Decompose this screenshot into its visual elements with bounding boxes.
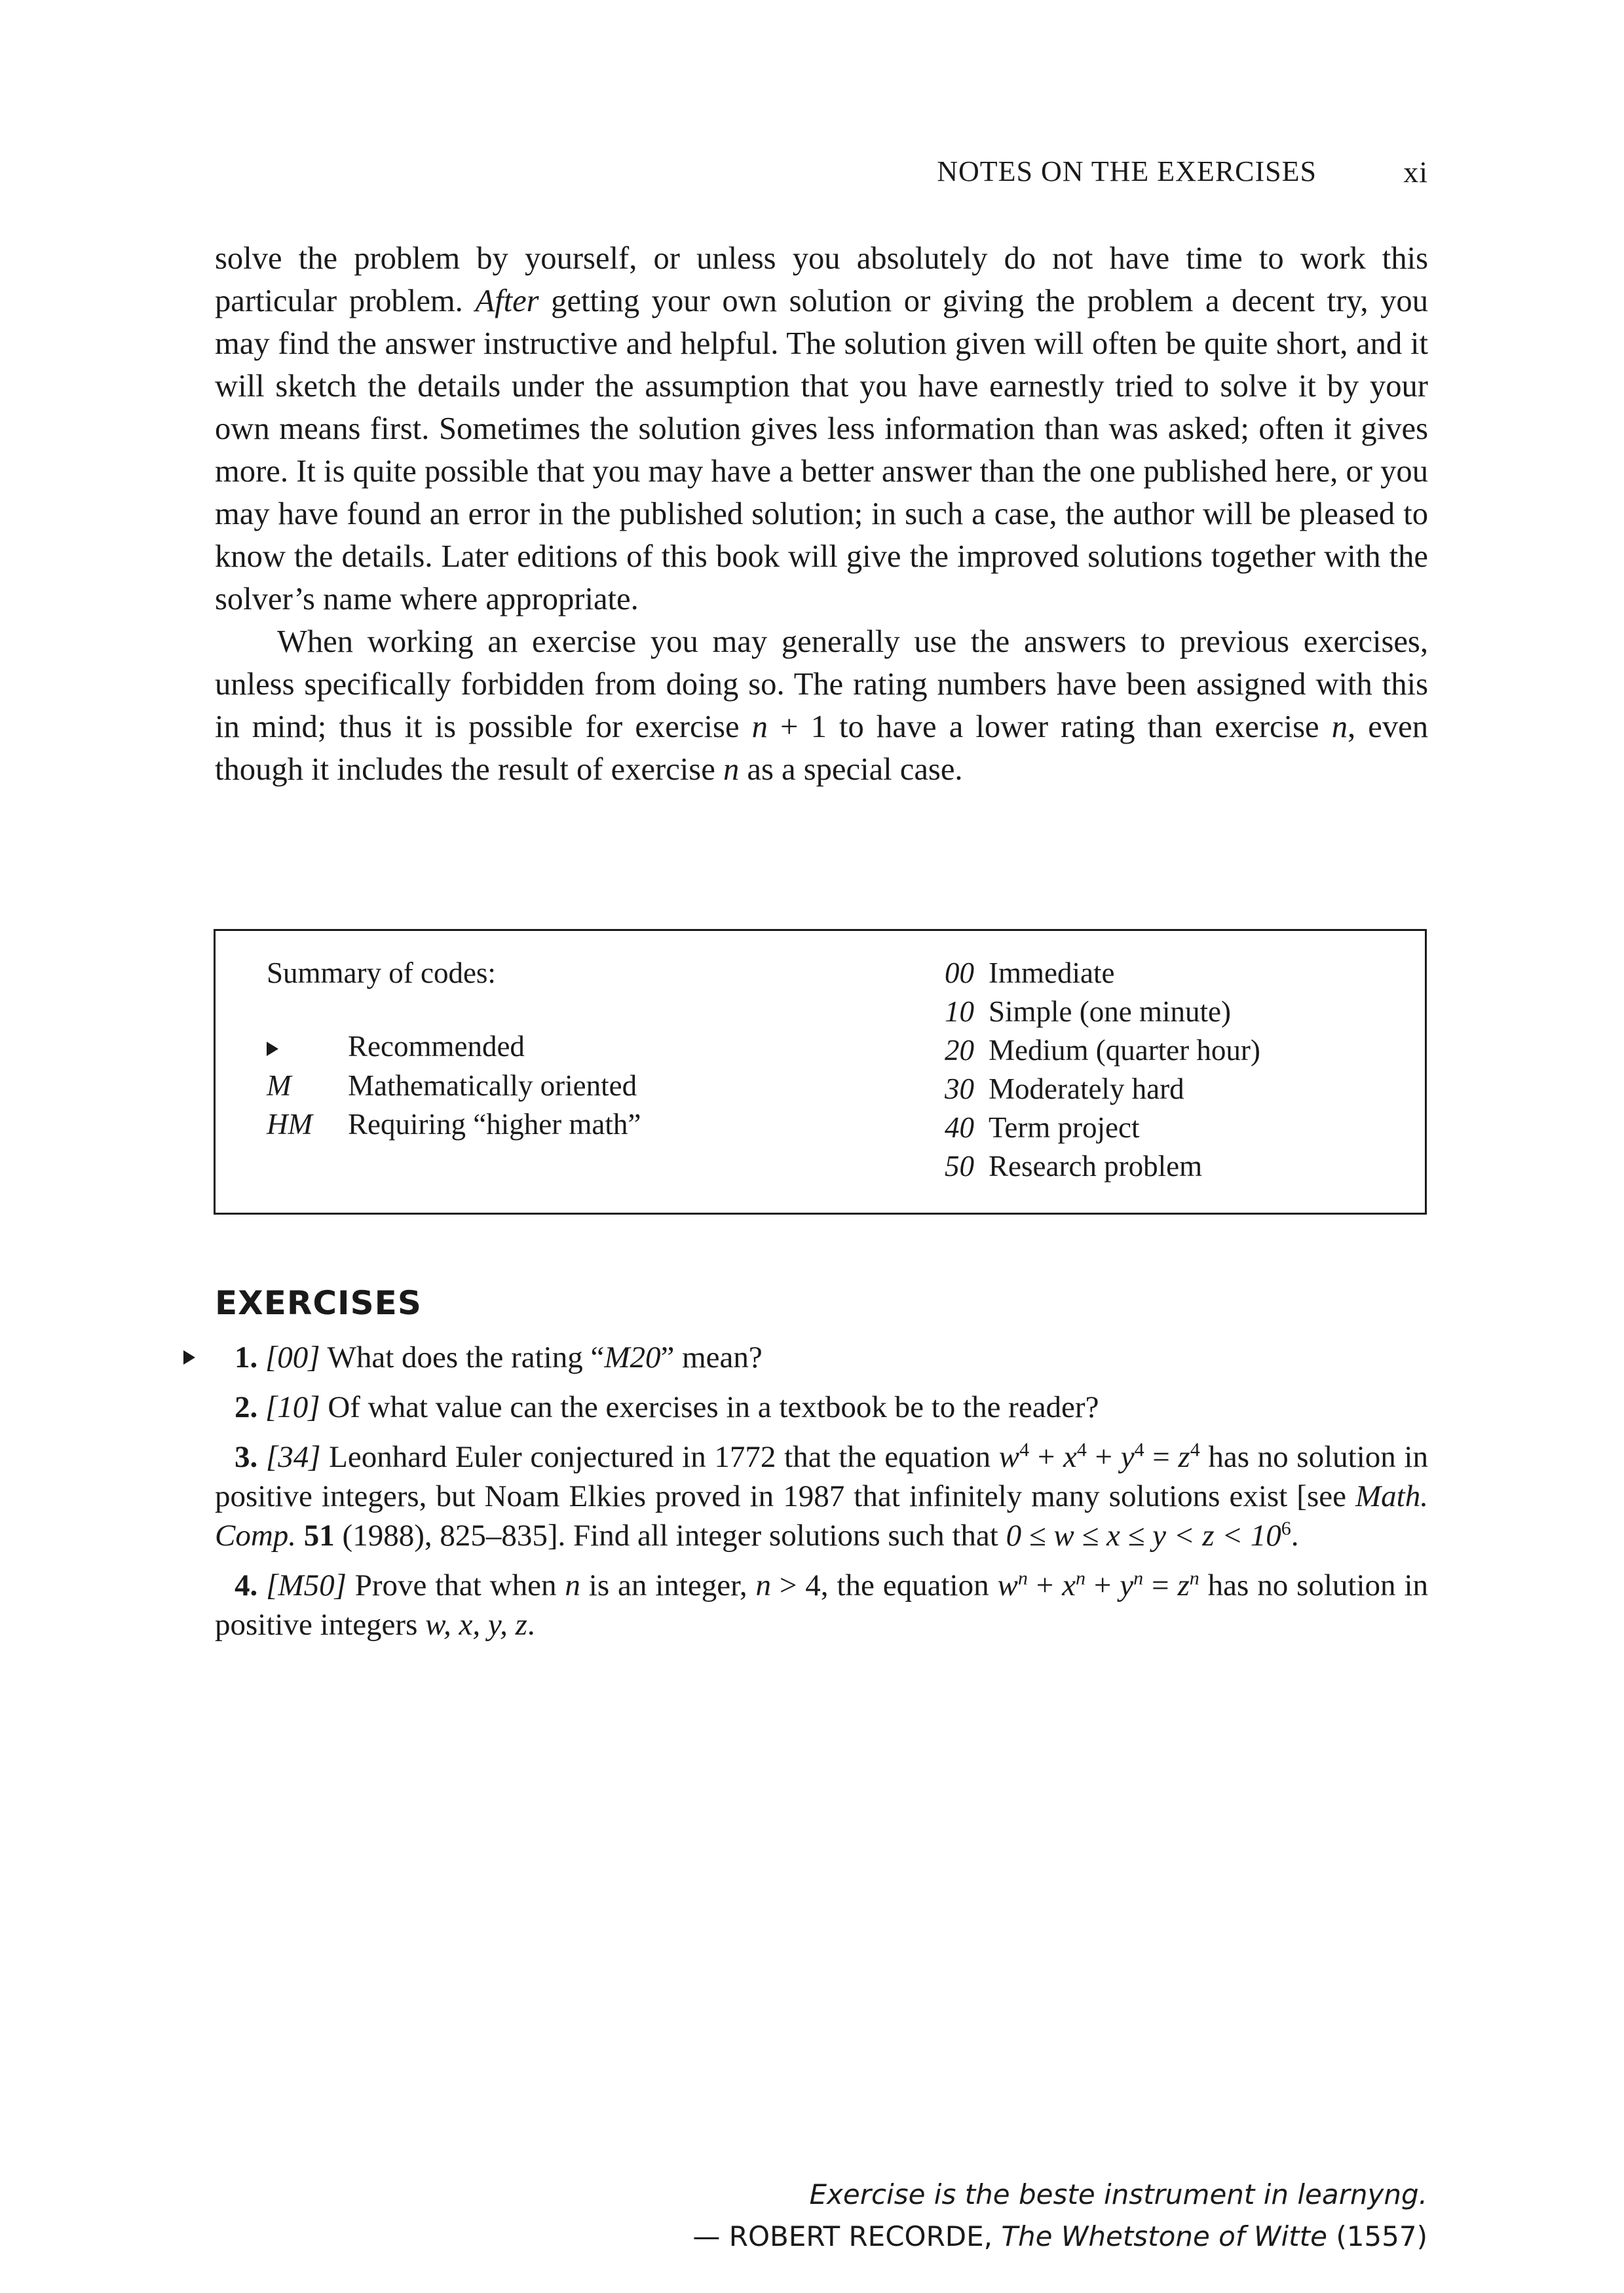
math-n-2: n xyxy=(1331,709,1348,744)
inequality: 0 ≤ w ≤ x ≤ y < z < 10 xyxy=(1006,1519,1281,1553)
exercise-3-num: 3. xyxy=(235,1440,258,1474)
paragraph-2-text-c: , even though it includes the result of exercise xyxy=(215,709,1428,787)
inequality-exponent: 6 xyxy=(1281,1517,1291,1540)
epigraph-attribution: — ROBERT RECORDE, xyxy=(692,2220,993,2252)
paragraph-2-text-a: When working an exercise you may generally use the answers to previous exercises, unless specifically forbidden from doing so. The rating numbers have been assigned with this in mind; thus it is possible for exercise xyxy=(215,624,1428,744)
exercise-1-rating: [00] xyxy=(265,1340,320,1374)
code-m-desc: Mathematically oriented xyxy=(348,1069,637,1102)
exercise-4-num: 4. xyxy=(235,1568,258,1602)
paragraph-2 xyxy=(215,620,1428,791)
running-head xyxy=(786,155,1428,194)
exercise-4: 4. [M50] Prove that when n is an integer, n > 4, the equation $w^n + x^n + y^n = z^n$ has no solution in positive integers w, x, y, z. xyxy=(215,1567,1428,1642)
exercise-2-num: 2. xyxy=(235,1390,258,1424)
exercise-1-num: 1. xyxy=(235,1340,258,1374)
summary-of-codes-box xyxy=(214,929,1427,1215)
paragraph-1 xyxy=(215,237,1428,620)
exercise-3 xyxy=(215,1437,1428,1555)
exercise-4-text-c: > 4, the equation xyxy=(771,1568,998,1602)
exercises-heading: EXERCISES xyxy=(215,1284,422,1322)
paragraph-2-text-b: + 1 to have a lower rating than exercise xyxy=(767,709,1332,744)
paragraph-1-text-b: getting your own solution or giving the problem a decent try, you may find the answer instructive and helpful. The solution given will often be quite short, and it will sketch the details under the assumption that you have earnestly tried to solve it by your own means first. Sometimes the solution gives less information than was asked; often it gives more. It is quite possible that you may have a better answer than the one published here, or you may have found an error in the published solution; in such a case, the author will be pleased to know the details. Later editions of this book will give the improved solutions together with the solver’s name where appropriate. xyxy=(215,283,1428,616)
paragraph-1-text-a: solve the problem by yourself, or unless you absolutely do not have time to work this particular problem. xyxy=(215,240,1428,318)
exercise-1 xyxy=(215,1338,1428,1377)
exercise-1-text-b: ” mean? xyxy=(660,1340,763,1374)
epigraph-quote: Exercise is the beste instrument in learnyng. xyxy=(809,2178,1427,2210)
exercise-2-text: Of what value can the exercises in a textbook be to the reader? xyxy=(320,1390,1099,1424)
rating-40-label: Term project xyxy=(989,1111,1140,1144)
emphasis-after: After xyxy=(475,283,539,318)
epigraph xyxy=(692,2174,1427,2258)
rating-30-num: 30 xyxy=(945,1072,974,1105)
exercise-4-text-a: Prove that when xyxy=(346,1568,565,1602)
exercise-3-text-c: (1988), 825–835]. Find all integer solutions such that xyxy=(334,1519,1006,1553)
code-hm-desc: Requiring “higher math” xyxy=(348,1108,641,1141)
code-hm-sym: HM xyxy=(267,1108,312,1141)
exercise-2-rating: [10] xyxy=(265,1390,320,1424)
exercise-1-text-a: What does the rating “ xyxy=(320,1340,605,1374)
triangle-marker-icon xyxy=(267,1029,345,1063)
epigraph-year: (1557) xyxy=(1336,2220,1427,2252)
exercises-list xyxy=(215,1338,1428,1655)
recommended-triangle-icon xyxy=(183,1350,195,1365)
exercise-3-text-a: Leonhard Euler conjectured in 1772 that the equation xyxy=(320,1440,999,1474)
rating-00-label: Immediate xyxy=(989,957,1115,989)
summary-label: Summary of codes: xyxy=(267,957,496,989)
fermat-equation: $w^n + x^n + y^n = z^n$ xyxy=(997,1567,1199,1602)
rating-40-num: 40 xyxy=(945,1111,974,1144)
exercise-3-rating: [34] xyxy=(265,1440,321,1474)
epigraph-attribution-line xyxy=(692,2216,1427,2258)
journal-name: Math. Comp. xyxy=(215,1479,1428,1553)
eq-w: w xyxy=(998,1440,1020,1474)
exercise-2 xyxy=(215,1388,1428,1427)
exercise-3-text-b: has no solution in positive integers, but Noam Elkies proved in 1987 that infinitely many solutions exist [see xyxy=(215,1440,1428,1513)
math-n-3: n xyxy=(723,751,740,787)
exercise-4-rating: [M50] xyxy=(266,1568,347,1602)
code-recommended-desc: Recommended xyxy=(348,1030,525,1063)
running-head-title: NOTES ON THE EXERCISES xyxy=(937,155,1317,187)
rating-10-label: Simple (one minute) xyxy=(989,995,1231,1028)
exercise-4-text-e: . xyxy=(527,1608,535,1642)
rating-30-label: Moderately hard xyxy=(989,1072,1184,1105)
exercise-4-text-d: has no solution in positive integers xyxy=(215,1568,1428,1642)
exercise-1-text-em: M20 xyxy=(604,1340,661,1374)
exercise-4-vars: w, x, y, z xyxy=(425,1608,527,1642)
rating-50-num: 50 xyxy=(945,1150,974,1183)
body-text xyxy=(215,237,1428,791)
rating-50-label: Research problem xyxy=(989,1150,1203,1183)
rating-00-num: 00 xyxy=(945,957,974,989)
page-number: xi xyxy=(1403,155,1428,189)
paragraph-2-text-d: as a special case. xyxy=(739,751,963,787)
exercise-4-text-b: is an integer, xyxy=(580,1568,756,1602)
rating-10-num: 10 xyxy=(945,995,974,1028)
euler-equation: $w^4 + x^4 + y^4 = z^4$ xyxy=(998,1439,1200,1474)
exercise-3-text-d: . xyxy=(1291,1519,1299,1553)
epigraph-book: The Whetstone of Witte xyxy=(1001,2220,1327,2252)
math-n-1: n xyxy=(751,709,768,744)
rating-20-num: 20 xyxy=(945,1034,974,1067)
rating-20-label: Medium (quarter hour) xyxy=(989,1034,1260,1067)
journal-volume: 51 xyxy=(303,1519,335,1553)
code-m-sym: M xyxy=(267,1069,292,1102)
